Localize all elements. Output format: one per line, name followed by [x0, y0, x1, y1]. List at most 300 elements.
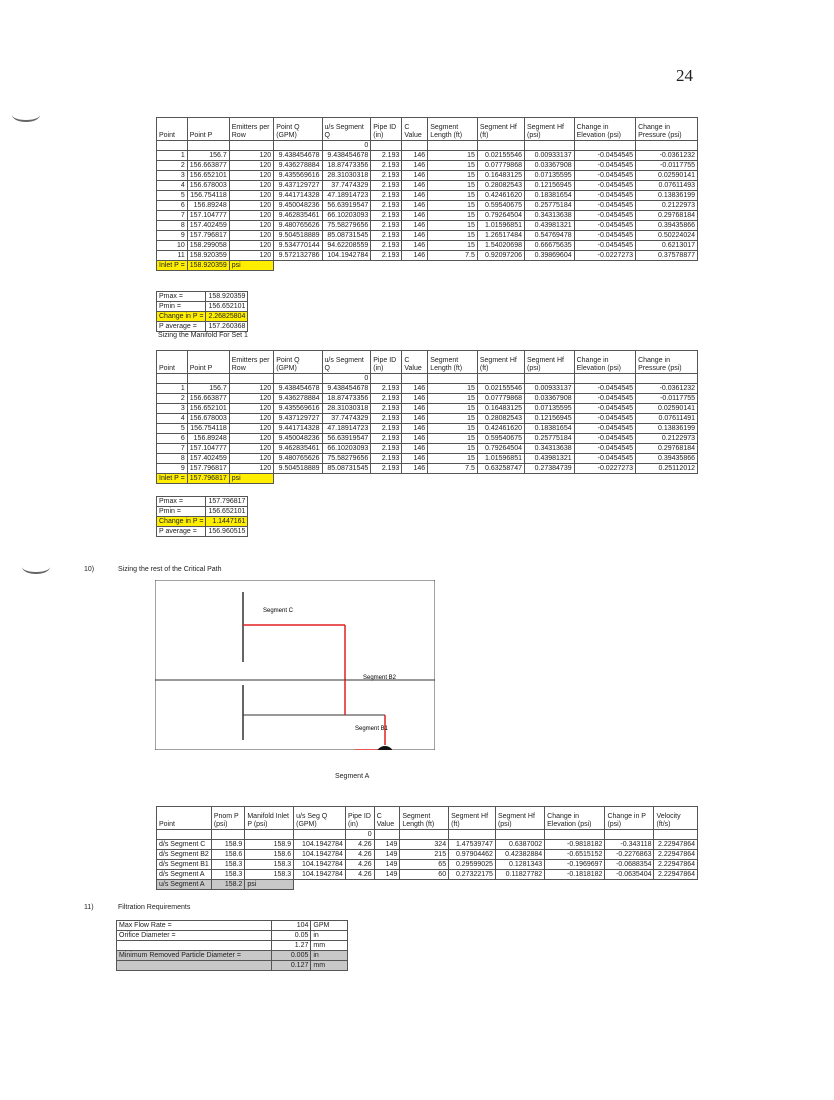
filtration-label [117, 961, 272, 971]
summary-value: 156.652101 [206, 302, 248, 312]
filtration-unit: GPM [311, 921, 348, 931]
table-cell: 146 [402, 454, 428, 464]
table-cell [371, 141, 402, 151]
table-cell: 0 [322, 374, 371, 384]
table-cell: 158.3 [211, 870, 245, 880]
summary-label: Pmin = [157, 302, 206, 312]
table-cell: 146 [402, 211, 428, 221]
table-cell: -0.0454545 [574, 424, 635, 434]
table-cell [636, 141, 698, 151]
column-header: Point [157, 118, 188, 141]
table-cell [524, 374, 574, 384]
table-cell: 120 [229, 394, 273, 404]
table-cell: 149 [374, 860, 400, 870]
table-cell: -0.0454545 [574, 151, 635, 161]
table-cell: 0.07779868 [477, 394, 524, 404]
table-cell: 146 [402, 424, 428, 434]
label-segment-c: Segment C [263, 608, 294, 614]
table-cell: 157.402459 [187, 454, 229, 464]
column-header: Segment Length (ft) [428, 351, 478, 374]
table-cell [574, 141, 635, 151]
table-cell: 0.02155546 [477, 384, 524, 394]
table-cell [374, 830, 400, 840]
filtration-row [117, 961, 348, 971]
column-header: Point P [187, 118, 229, 141]
table-cell: 3 [157, 171, 188, 181]
column-header: Segment Length (ft) [428, 118, 478, 141]
filtration-unit: mm [311, 961, 348, 971]
column-header: Point Q (GPM) [274, 351, 322, 374]
table-cell: 104.1942784 [294, 840, 346, 850]
table-cell: 0.27322175 [449, 870, 496, 880]
table-cell: d/s Segment C [157, 840, 212, 850]
table-cell: -0.0454545 [574, 444, 635, 454]
table-cell [402, 374, 428, 384]
table-cell: 156.663877 [187, 394, 229, 404]
table-cell: 47.18914723 [322, 424, 371, 434]
summary-label: P average = [157, 322, 206, 332]
table-cell: 158.3 [211, 860, 245, 870]
filtration-label: Minimum Removed Particle Diameter = [117, 951, 272, 961]
table-cell [428, 141, 478, 151]
table-cell [274, 261, 322, 271]
table-cell [449, 830, 496, 840]
table-cell: 0.02590141 [636, 171, 698, 181]
column-header: Point Q (GPM) [274, 118, 322, 141]
table-cell: 9.462835461 [274, 211, 322, 221]
table-cell: 0.6213017 [636, 241, 698, 251]
table-cell: 156.652101 [187, 171, 229, 181]
column-header: C Value [374, 807, 400, 830]
table-cell: 2.193 [371, 241, 402, 251]
table-cell: 0.43981321 [524, 221, 574, 231]
summary-row [157, 497, 248, 507]
table-cell [477, 374, 524, 384]
table-row [157, 444, 698, 454]
table-cell [245, 830, 294, 840]
table-cell: 8 [157, 454, 188, 464]
summary-value: 158.920359 [206, 292, 248, 302]
summary-table-2 [156, 496, 248, 537]
label-segment-b2: Segment B2 [363, 675, 397, 681]
binder-mark [22, 560, 50, 574]
manifold-table [156, 350, 698, 484]
table-cell: 120 [229, 191, 273, 201]
header-row [157, 351, 698, 374]
table-cell: -0.0454545 [574, 384, 635, 394]
table-cell [322, 474, 371, 484]
table-cell: 15 [428, 394, 478, 404]
table-cell: 9.572132786 [274, 251, 322, 261]
table-cell: 0.16483125 [477, 171, 524, 181]
table-cell [495, 830, 544, 840]
table-cell: -0.1818182 [545, 870, 605, 880]
table-cell: 94.62208559 [322, 241, 371, 251]
table-cell: d/s Segment B2 [157, 850, 212, 860]
table-cell [229, 141, 273, 151]
table-cell: -0.0454545 [574, 181, 635, 191]
column-header: Change in Elevation (psi) [545, 807, 605, 830]
table-cell [636, 374, 698, 384]
filtration-value: 0.127 [272, 961, 311, 971]
table-cell: 15 [428, 424, 478, 434]
table-cell [636, 474, 698, 484]
table-cell: 0.13836199 [636, 424, 698, 434]
table-cell: 0.12156945 [524, 181, 574, 191]
table-cell: 0.25775184 [524, 434, 574, 444]
table-cell: 156.652101 [187, 404, 229, 414]
table-cell: 158.3 [245, 860, 294, 870]
table-cell [477, 141, 524, 151]
column-header: C Value [402, 118, 428, 141]
table-cell: 9.435569616 [274, 404, 322, 414]
column-header: Segment Hf (psi) [524, 118, 574, 141]
table-cell: 15 [428, 384, 478, 394]
table-cell: 158.9 [245, 840, 294, 850]
table-cell: 149 [374, 850, 400, 860]
table-cell: 0.00933137 [524, 384, 574, 394]
table-cell: -0.0454545 [574, 394, 635, 404]
table-cell: 56.63919547 [322, 201, 371, 211]
table-cell: 157.402459 [187, 221, 229, 231]
filtration-row [117, 931, 348, 941]
column-header: Change in Elevation (psi) [574, 351, 635, 374]
summary-row [157, 527, 248, 537]
inlet-row [157, 261, 698, 271]
table-cell: 158.6 [245, 850, 294, 860]
table-cell: 2.193 [371, 191, 402, 201]
table-cell: 15 [428, 161, 478, 171]
inlet-unit: psi [229, 261, 273, 271]
table-cell: 15 [428, 404, 478, 414]
table-cell: 120 [229, 161, 273, 171]
table-cell: 0.28082543 [477, 181, 524, 191]
table-cell: 1.47539747 [449, 840, 496, 850]
table-cell: 104.1942784 [322, 251, 371, 261]
table-cell [449, 880, 496, 890]
table-cell: 2.193 [371, 211, 402, 221]
filtration-label: Max Flow Rate = [117, 921, 272, 931]
table-cell: 0.12156945 [524, 414, 574, 424]
table-cell: 10 [157, 241, 188, 251]
table-cell: 0.59540675 [477, 434, 524, 444]
table-cell: 0.59540675 [477, 201, 524, 211]
lateral-table-1 [156, 117, 698, 271]
table-cell: 1.26517484 [477, 231, 524, 241]
filtration-value: 0.05 [272, 931, 311, 941]
table-cell: 5 [157, 424, 188, 434]
table-cell: -0.0227273 [574, 464, 635, 474]
table-cell: 120 [229, 454, 273, 464]
table-cell: -0.0635404 [605, 870, 654, 880]
filtration-unit: mm [311, 941, 348, 951]
table-cell: 324 [400, 840, 449, 850]
summary-row [157, 292, 248, 302]
table-cell: -0.0227273 [574, 251, 635, 261]
table-cell: 15 [428, 171, 478, 181]
table-cell: 2 [157, 161, 188, 171]
table-cell: 47.18914723 [322, 191, 371, 201]
column-header: Point [157, 807, 212, 830]
critical-path-diagram [155, 580, 435, 750]
filtration-row [117, 941, 348, 951]
table-cell [371, 374, 402, 384]
table-cell [477, 474, 524, 484]
table-cell: 2.193 [371, 404, 402, 414]
table-cell: 2.193 [371, 444, 402, 454]
table-cell: -0.0454545 [574, 221, 635, 231]
table-cell: -0.0454545 [574, 171, 635, 181]
table-cell: 2.22947864 [654, 870, 698, 880]
table-row [157, 151, 698, 161]
table-cell: 2.193 [371, 394, 402, 404]
table-cell: 1 [157, 384, 188, 394]
table-cell: 146 [402, 251, 428, 261]
table-cell: 157.796817 [187, 231, 229, 241]
table-cell: 15 [428, 151, 478, 161]
table-cell: 5 [157, 191, 188, 201]
table-cell: 2.193 [371, 414, 402, 424]
table-row [157, 221, 698, 231]
table-cell: 15 [428, 211, 478, 221]
table-cell: 0.54769478 [524, 231, 574, 241]
column-header: u/s Segment Q [322, 118, 371, 141]
filtration-value: 1.27 [272, 941, 311, 951]
table-cell: 146 [402, 221, 428, 231]
table-cell [322, 261, 371, 271]
table-cell: 0.25775184 [524, 201, 574, 211]
table-cell: 0.02155546 [477, 151, 524, 161]
table-cell: 0.13836199 [636, 191, 698, 201]
table-cell [157, 141, 188, 151]
filtration-value: 0.005 [272, 951, 311, 961]
filtration-label: Orifice Diameter = [117, 931, 272, 941]
table-cell: 0.07135595 [524, 171, 574, 181]
table-cell [400, 880, 449, 890]
table-cell: 158.6 [211, 850, 245, 860]
table-cell: 66.10203093 [322, 211, 371, 221]
table-cell [636, 261, 698, 271]
summary-label: Pmin = [157, 507, 206, 517]
table-cell: 65 [400, 860, 449, 870]
table-cell: 2.193 [371, 384, 402, 394]
table-cell: -0.0117755 [636, 394, 698, 404]
table-cell: 7.5 [428, 464, 478, 474]
table-cell: 149 [374, 840, 400, 850]
inlet-label: Inlet P = [157, 474, 188, 484]
table-cell: 3 [157, 404, 188, 414]
table-cell: 120 [229, 424, 273, 434]
table-cell: 104.1942784 [294, 860, 346, 870]
table-cell: -0.0454545 [574, 231, 635, 241]
table-cell: 0.1281343 [495, 860, 544, 870]
table-cell: 146 [402, 434, 428, 444]
column-header: Point P [187, 351, 229, 374]
summary-row [157, 517, 248, 527]
table-cell: 0.92097206 [477, 251, 524, 261]
table-cell: -0.0454545 [574, 211, 635, 221]
table-cell: 120 [229, 151, 273, 161]
table-row [157, 171, 698, 181]
inlet-unit: psi [245, 880, 294, 890]
table-cell: 4.26 [345, 860, 374, 870]
label-segment-b1: Segment B1 [355, 726, 389, 732]
table-cell [545, 880, 605, 890]
table-cell: 157.796817 [187, 464, 229, 474]
table-cell: 4.26 [345, 850, 374, 860]
summary-value: 156.960515 [206, 527, 248, 537]
table-cell: 2.193 [371, 231, 402, 241]
table-cell: 9.504518889 [274, 464, 322, 474]
table-cell [371, 261, 402, 271]
table-cell: 120 [229, 181, 273, 191]
table-cell [605, 830, 654, 840]
table-cell [371, 474, 402, 484]
summary-label: Pmax = [157, 497, 206, 507]
table-cell: 9.462835461 [274, 444, 322, 454]
header-row [157, 118, 698, 141]
table-cell: 156.7 [187, 384, 229, 394]
column-header: Pipe ID (in) [371, 118, 402, 141]
column-header: Segment Hf (ft) [449, 807, 496, 830]
table-cell: 75.58279656 [322, 221, 371, 231]
table-cell [402, 474, 428, 484]
table-row [157, 211, 698, 221]
table-cell: 9.436278884 [274, 161, 322, 171]
table-row [157, 454, 698, 464]
table-cell: 37.7474329 [322, 181, 371, 191]
table-cell [211, 830, 245, 840]
table-cell: 37.7474329 [322, 414, 371, 424]
table-cell: 2.22947864 [654, 850, 698, 860]
table-row [157, 231, 698, 241]
table-cell: 146 [402, 394, 428, 404]
table-cell: 0.42461620 [477, 424, 524, 434]
table-cell: 15 [428, 221, 478, 231]
section-number: 10) [84, 566, 95, 573]
table-row [157, 464, 698, 474]
column-header: Pipe ID (in) [371, 351, 402, 374]
table-cell: 0.50224024 [636, 231, 698, 241]
table-row [157, 241, 698, 251]
table-cell: 2.193 [371, 181, 402, 191]
column-header: Segment Hf (psi) [524, 351, 574, 374]
table-cell: 1.54020698 [477, 241, 524, 251]
table-cell: 1 [157, 151, 188, 161]
column-header: Pipe ID (in) [345, 807, 374, 830]
filtration-label [117, 941, 272, 951]
column-header: Segment Hf (psi) [495, 807, 544, 830]
table-row [157, 251, 698, 261]
table-cell: 120 [229, 251, 273, 261]
table-row [157, 374, 698, 384]
table-cell: 15 [428, 434, 478, 444]
table-cell: 15 [428, 444, 478, 454]
table-cell [229, 374, 273, 384]
table-cell: 104.1942784 [294, 850, 346, 860]
table-cell: 156.678003 [187, 181, 229, 191]
table-cell: 146 [402, 151, 428, 161]
table-cell: 156.89248 [187, 434, 229, 444]
summary-value: 1.1447161 [206, 517, 248, 527]
table-row [157, 830, 698, 840]
pump-icon [376, 746, 394, 750]
inlet-row [157, 474, 698, 484]
summary-label: P average = [157, 527, 206, 537]
table-cell: 120 [229, 404, 273, 414]
table-cell: 2.193 [371, 201, 402, 211]
table-row [157, 404, 698, 414]
table-cell [654, 880, 698, 890]
table-cell: 120 [229, 464, 273, 474]
table-cell: 60 [400, 870, 449, 880]
summary-row [157, 302, 248, 312]
summary-label: Change in P = [157, 312, 206, 322]
summary-table-1 [156, 291, 248, 332]
table-cell: 11 [157, 251, 188, 261]
section-number: 11) [84, 904, 94, 911]
table-cell [524, 261, 574, 271]
inlet-row [157, 880, 698, 890]
table-cell: 120 [229, 201, 273, 211]
table-cell: 0.39435866 [636, 454, 698, 464]
table-cell [574, 474, 635, 484]
table-cell: 15 [428, 414, 478, 424]
table-cell: 15 [428, 231, 478, 241]
summary-row [157, 322, 248, 332]
table-cell: 0.16483125 [477, 404, 524, 414]
column-header: Change in P (psi) [605, 807, 654, 830]
column-header: Manifold Inlet P (psi) [245, 807, 294, 830]
table-cell: 18.87473356 [322, 161, 371, 171]
table-cell: 9.436278884 [274, 394, 322, 404]
table-cell: 0 [322, 141, 371, 151]
table-cell: 120 [229, 171, 273, 181]
table-cell: 0.29599025 [449, 860, 496, 870]
table-cell [524, 474, 574, 484]
table-cell: 146 [402, 384, 428, 394]
table-cell: 0.03367908 [524, 394, 574, 404]
table-cell: 156.7 [187, 151, 229, 161]
table-cell: -0.1969697 [545, 860, 605, 870]
table-row [157, 840, 698, 850]
table-cell: 66.10203093 [322, 444, 371, 454]
table-row [157, 850, 698, 860]
column-header: u/s Seg Q (GPM) [294, 807, 346, 830]
table-cell: 15 [428, 201, 478, 211]
inlet-label: Inlet P = [157, 261, 188, 271]
summary-value: 2.26825804 [206, 312, 248, 322]
table-cell: 0.29768184 [636, 444, 698, 454]
table-cell [402, 261, 428, 271]
table-cell: 2.193 [371, 151, 402, 161]
table-cell: -0.343118 [605, 840, 654, 850]
table-cell [428, 474, 478, 484]
table-cell [187, 141, 229, 151]
table-cell: 9 [157, 231, 188, 241]
table-cell: 9.437129727 [274, 181, 322, 191]
table-cell: 0.79264504 [477, 444, 524, 454]
table-cell: 0.63258747 [477, 464, 524, 474]
section-title: Sizing the rest of the Critical Path [118, 566, 222, 573]
binder-mark [12, 108, 40, 122]
table-cell: 157.104777 [187, 211, 229, 221]
column-header: Velocity (ft/s) [654, 807, 698, 830]
table-cell: 0.18381654 [524, 191, 574, 201]
table-cell: 1.01596851 [477, 454, 524, 464]
table-cell: 2.193 [371, 221, 402, 231]
summary-label: Pmax = [157, 292, 206, 302]
